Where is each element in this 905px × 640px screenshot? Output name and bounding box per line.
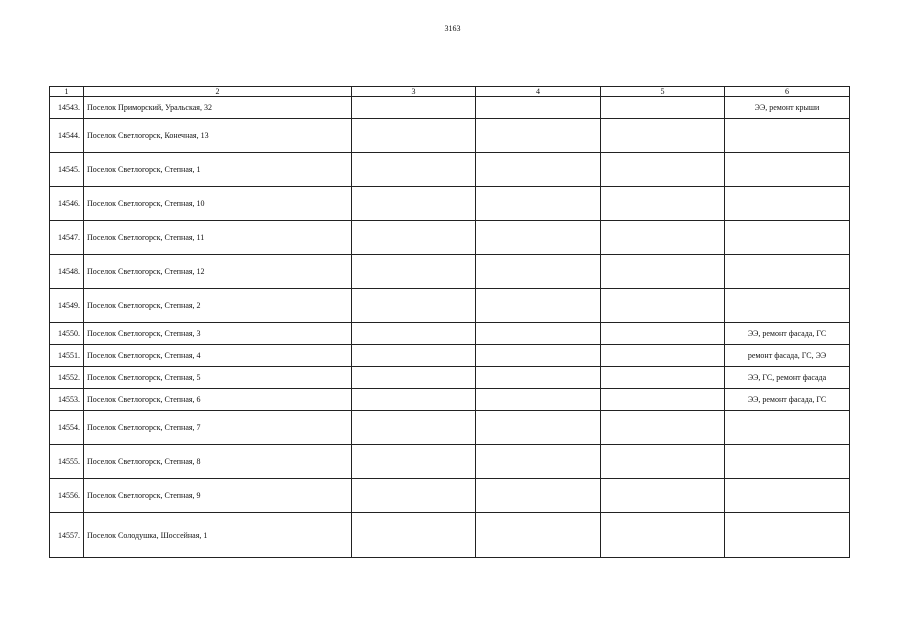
works-cell: ЭЭ, ремонт фасада, ГС bbox=[725, 389, 850, 411]
address-cell: Поселок Светлогорск, Конечная, 13 bbox=[84, 119, 352, 153]
address-cell: Поселок Светлогорск, Степная, 8 bbox=[84, 445, 352, 479]
table-row bbox=[50, 119, 850, 153]
address-cell: Поселок Светлогорск, Степная, 4 bbox=[84, 345, 352, 367]
column-4-cell bbox=[476, 411, 601, 445]
column-4-cell bbox=[476, 513, 601, 558]
housing-register-table bbox=[49, 86, 850, 558]
column-3-cell bbox=[352, 187, 476, 221]
column-header-5: 5 bbox=[601, 87, 725, 97]
table-row bbox=[50, 97, 850, 119]
row-number-cell: 14549. bbox=[50, 289, 84, 323]
column-5-cell bbox=[601, 445, 725, 479]
address-cell: Поселок Светлогорск, Степная, 7 bbox=[84, 411, 352, 445]
column-3-cell bbox=[352, 153, 476, 187]
column-4-cell bbox=[476, 153, 601, 187]
column-3-cell bbox=[352, 411, 476, 445]
works-cell bbox=[725, 513, 850, 558]
column-4-cell bbox=[476, 289, 601, 323]
works-cell: ЭЭ, ремонт фасада, ГС bbox=[725, 323, 850, 345]
column-5-cell bbox=[601, 119, 725, 153]
works-cell bbox=[725, 119, 850, 153]
row-number-cell: 14547. bbox=[50, 221, 84, 255]
table-row bbox=[50, 389, 850, 411]
address-cell: Поселок Светлогорск, Степная, 2 bbox=[84, 289, 352, 323]
row-number-cell: 14546. bbox=[50, 187, 84, 221]
row-number-cell: 14554. bbox=[50, 411, 84, 445]
column-3-cell bbox=[352, 255, 476, 289]
row-number-cell: 14557. bbox=[50, 513, 84, 558]
column-5-cell bbox=[601, 153, 725, 187]
address-cell: Поселок Светлогорск, Степная, 6 bbox=[84, 389, 352, 411]
row-number-cell: 14550. bbox=[50, 323, 84, 345]
column-4-cell bbox=[476, 323, 601, 345]
column-3-cell bbox=[352, 367, 476, 389]
column-3-cell bbox=[352, 323, 476, 345]
works-cell: ЭЭ, ремонт крыши bbox=[725, 97, 850, 119]
works-cell bbox=[725, 221, 850, 255]
row-number-cell: 14551. bbox=[50, 345, 84, 367]
column-4-cell bbox=[476, 479, 601, 513]
address-cell: Поселок Светлогорск, Степная, 5 bbox=[84, 367, 352, 389]
row-number-cell: 14543. bbox=[50, 97, 84, 119]
table-row bbox=[50, 255, 850, 289]
works-cell bbox=[725, 153, 850, 187]
row-number-cell: 14552. bbox=[50, 367, 84, 389]
column-4-cell bbox=[476, 255, 601, 289]
header-row bbox=[50, 87, 850, 97]
column-5-cell bbox=[601, 289, 725, 323]
table-row bbox=[50, 513, 850, 558]
row-number-cell: 14555. bbox=[50, 445, 84, 479]
table-row bbox=[50, 479, 850, 513]
works-cell bbox=[725, 445, 850, 479]
address-cell: Поселок Светлогорск, Степная, 9 bbox=[84, 479, 352, 513]
works-cell bbox=[725, 255, 850, 289]
works-cell bbox=[725, 411, 850, 445]
row-number-cell: 14548. bbox=[50, 255, 84, 289]
column-3-cell bbox=[352, 389, 476, 411]
column-4-cell bbox=[476, 389, 601, 411]
works-cell bbox=[725, 479, 850, 513]
table-row bbox=[50, 187, 850, 221]
column-5-cell bbox=[601, 187, 725, 221]
table-row bbox=[50, 367, 850, 389]
column-5-cell bbox=[601, 97, 725, 119]
column-5-cell bbox=[601, 255, 725, 289]
column-5-cell bbox=[601, 389, 725, 411]
column-3-cell bbox=[352, 345, 476, 367]
column-header-2: 2 bbox=[84, 87, 352, 97]
column-header-4: 4 bbox=[476, 87, 601, 97]
table-row bbox=[50, 445, 850, 479]
column-3-cell bbox=[352, 119, 476, 153]
address-cell: Поселок Светлогорск, Степная, 1 bbox=[84, 153, 352, 187]
column-4-cell bbox=[476, 345, 601, 367]
page-number: 3163 bbox=[444, 24, 461, 33]
column-3-cell bbox=[352, 221, 476, 255]
works-cell bbox=[725, 187, 850, 221]
column-3-cell bbox=[352, 513, 476, 558]
address-cell: Поселок Светлогорск, Степная, 12 bbox=[84, 255, 352, 289]
column-4-cell bbox=[476, 97, 601, 119]
column-4-cell bbox=[476, 187, 601, 221]
column-3-cell bbox=[352, 479, 476, 513]
column-4-cell bbox=[476, 367, 601, 389]
column-5-cell bbox=[601, 323, 725, 345]
column-3-cell bbox=[352, 97, 476, 119]
address-cell: Поселок Приморский, Уральская, 32 bbox=[84, 97, 352, 119]
row-number-cell: 14553. bbox=[50, 389, 84, 411]
address-cell: Поселок Светлогорск, Степная, 10 bbox=[84, 187, 352, 221]
row-number-cell: 14544. bbox=[50, 119, 84, 153]
column-3-cell bbox=[352, 289, 476, 323]
column-5-cell bbox=[601, 513, 725, 558]
column-4-cell bbox=[476, 445, 601, 479]
address-cell: Поселок Светлогорск, Степная, 3 bbox=[84, 323, 352, 345]
table-row bbox=[50, 345, 850, 367]
table-row bbox=[50, 323, 850, 345]
table-row bbox=[50, 221, 850, 255]
column-3-cell bbox=[352, 445, 476, 479]
address-cell: Поселок Солодушка, Шоссейная, 1 bbox=[84, 513, 352, 558]
column-5-cell bbox=[601, 367, 725, 389]
row-number-cell: 14545. bbox=[50, 153, 84, 187]
column-header-3: 3 bbox=[352, 87, 476, 97]
row-number-cell: 14556. bbox=[50, 479, 84, 513]
works-cell bbox=[725, 289, 850, 323]
works-cell: ремонт фасада, ГС, ЭЭ bbox=[725, 345, 850, 367]
column-5-cell bbox=[601, 345, 725, 367]
column-4-cell bbox=[476, 119, 601, 153]
column-5-cell bbox=[601, 221, 725, 255]
column-5-cell bbox=[601, 479, 725, 513]
table-row bbox=[50, 289, 850, 323]
works-cell: ЭЭ, ГС, ремонт фасада bbox=[725, 367, 850, 389]
column-header-6: 6 bbox=[725, 87, 850, 97]
table-row bbox=[50, 153, 850, 187]
table-row bbox=[50, 411, 850, 445]
address-cell: Поселок Светлогорск, Степная, 11 bbox=[84, 221, 352, 255]
column-5-cell bbox=[601, 411, 725, 445]
column-header-1: 1 bbox=[50, 87, 84, 97]
column-4-cell bbox=[476, 221, 601, 255]
